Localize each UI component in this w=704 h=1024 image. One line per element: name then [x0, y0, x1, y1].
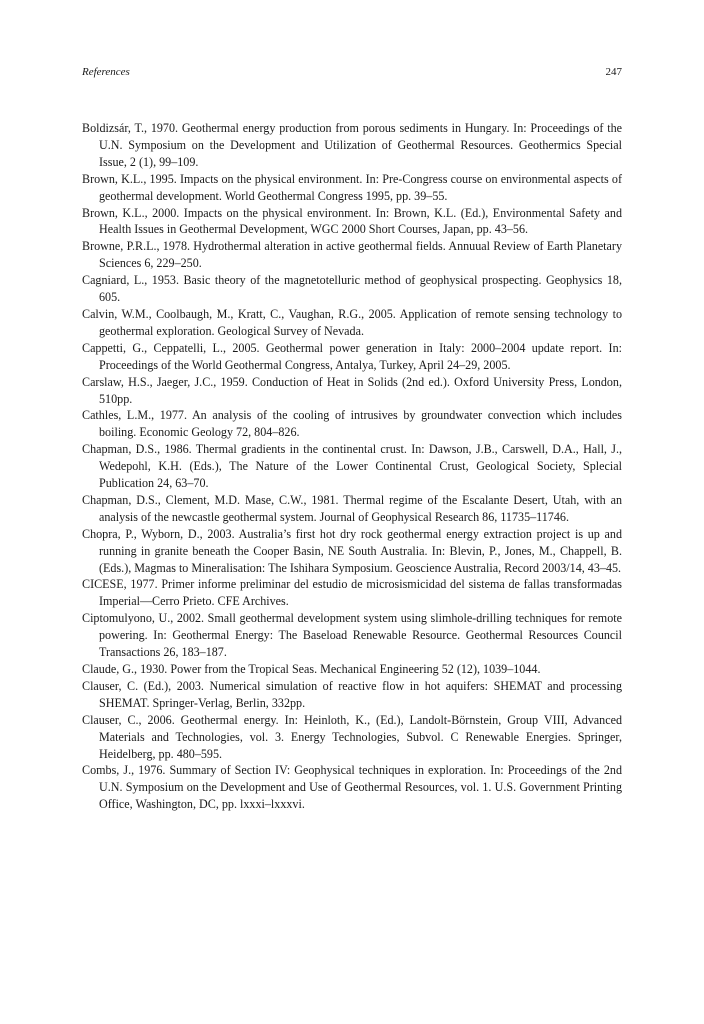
reference-entry: Brown, K.L., 2000. Impacts on the physical environment. In: Brown, K.L. (Ed.), Environmental Safety and Health Issues in Geothermal Development, WGC 2000 Short Courses, Japan, pp. 43–56.	[82, 205, 622, 237]
running-title: References	[82, 66, 130, 78]
reference-entry: Chapman, D.S., Clement, M.D. Mase, C.W., 1981. Thermal regime of the Escalante Desert, Utah, with an analysis of the newcastle geothermal system. Journal of Geophysical Research 86, 11735–11746.	[82, 492, 622, 524]
reference-entry: CICESE, 1977. Primer informe preliminar del estudio de microsismicidad del sistema de fallas transformadas Imperial—Cerro Prieto. CFE Archives.	[82, 577, 622, 609]
reference-entry: Brown, K.L., 1995. Impacts on the physical environment. In: Pre-Congress course on environmental aspects of geothermal development. World Geothermal Congress 1995, pp. 39–55.	[82, 171, 622, 203]
reference-entry: Cagniard, L., 1953. Basic theory of the magnetotelluric method of geophysical prospecting. Geophysics 18, 605.	[82, 273, 622, 305]
reference-entry: Chapman, D.S., 1986. Thermal gradients in the continental crust. In: Dawson, J.B., Carswell, D.A., Hall, J., Wedepohl, K.H. (Eds.), The Nature of the Lower Continental Crust, Geological Society, Splecial Publication 24, 63–70.	[82, 442, 622, 491]
reference-entry: Cathles, L.M., 1977. An analysis of the cooling of intrusives by groundwater convection which includes boiling. Economic Geology 72, 804–826.	[82, 408, 622, 440]
reference-entry: Combs, J., 1976. Summary of Section IV: Geophysical techniques in exploration. In: Proceedings of the 2nd U.N. Symposium on the Development and Use of Geothermal Resources, vol. 1. U.S. Government Printing Office, Washington, DC, pp. lxxxi–lxxxvi.	[82, 763, 622, 812]
reference-entry: Chopra, P., Wyborn, D., 2003. Australia’s first hot dry rock geothermal energy extraction project is up and running in granite beneath the Cooper Basin, NE South Australia. In: Blevin, P., Jones, M., Chappell, B. (Eds.), Magmas to Mineralisation: The Ishihara Symposium. Geoscience Australia, Record 2003/14, 43–45.	[82, 526, 622, 575]
reference-entry: Calvin, W.M., Coolbaugh, M., Kratt, C., Vaughan, R.G., 2005. Application of remote sensing technology to geothermal exploration. Geological Survey of Nevada.	[82, 306, 622, 338]
reference-list	[82, 120, 622, 813]
reference-entry: Claude, G., 1930. Power from the Tropical Seas. Mechanical Engineering 52 (12), 1039–1044.	[82, 662, 541, 676]
reference-entry: Ciptomulyono, U., 2002. Small geothermal development system using slimhole-drilling techniques for remote powering. In: Geothermal Energy: The Baseload Renewable Resource. Geothermal Resources Council Transactions 26, 183–187.	[82, 611, 622, 660]
reference-entry: Browne, P.R.L., 1978. Hydrothermal alteration in active geothermal fields. Annuual Review of Earth Planetary Sciences 6, 229–250.	[82, 239, 622, 271]
page-number: 247	[605, 66, 622, 78]
reference-entry: Clauser, C., 2006. Geothermal energy. In: Heinloth, K., (Ed.), Landolt-Börnstein, Group VIII, Advanced Materials and Technologies, vol. 3. Energy Technologies, Subvol. C Renewable Energies. Springer, Heidelberg, pp. 480–595.	[82, 712, 622, 761]
book-page	[82, 0, 622, 1024]
reference-entry: Cappetti, G., Ceppatelli, L., 2005. Geothermal power generation in Italy: 2000–2004 update report. In: Proceedings of the World Geothermal Congress, Antalya, Turkey, April 24–29, 2005.	[82, 340, 622, 372]
running-head	[82, 66, 622, 82]
reference-entry: Carslaw, H.S., Jaeger, J.C., 1959. Conduction of Heat in Solids (2nd ed.). Oxford University Press, London, 510pp.	[82, 374, 622, 406]
reference-entry: Boldizsár, T., 1970. Geothermal energy production from porous sediments in Hungary. In: Proceedings of the U.N. Symposium on the Development and Utilization of Geothermal Resources. Geothermics Special Issue, 2 (1), 99–109.	[82, 121, 622, 169]
reference-entry: Clauser, C. (Ed.), 2003. Numerical simulation of reactive flow in hot aquifers: SHEMAT and processing SHEMAT. Springer-Verlag, Berlin, 332pp.	[82, 678, 622, 710]
